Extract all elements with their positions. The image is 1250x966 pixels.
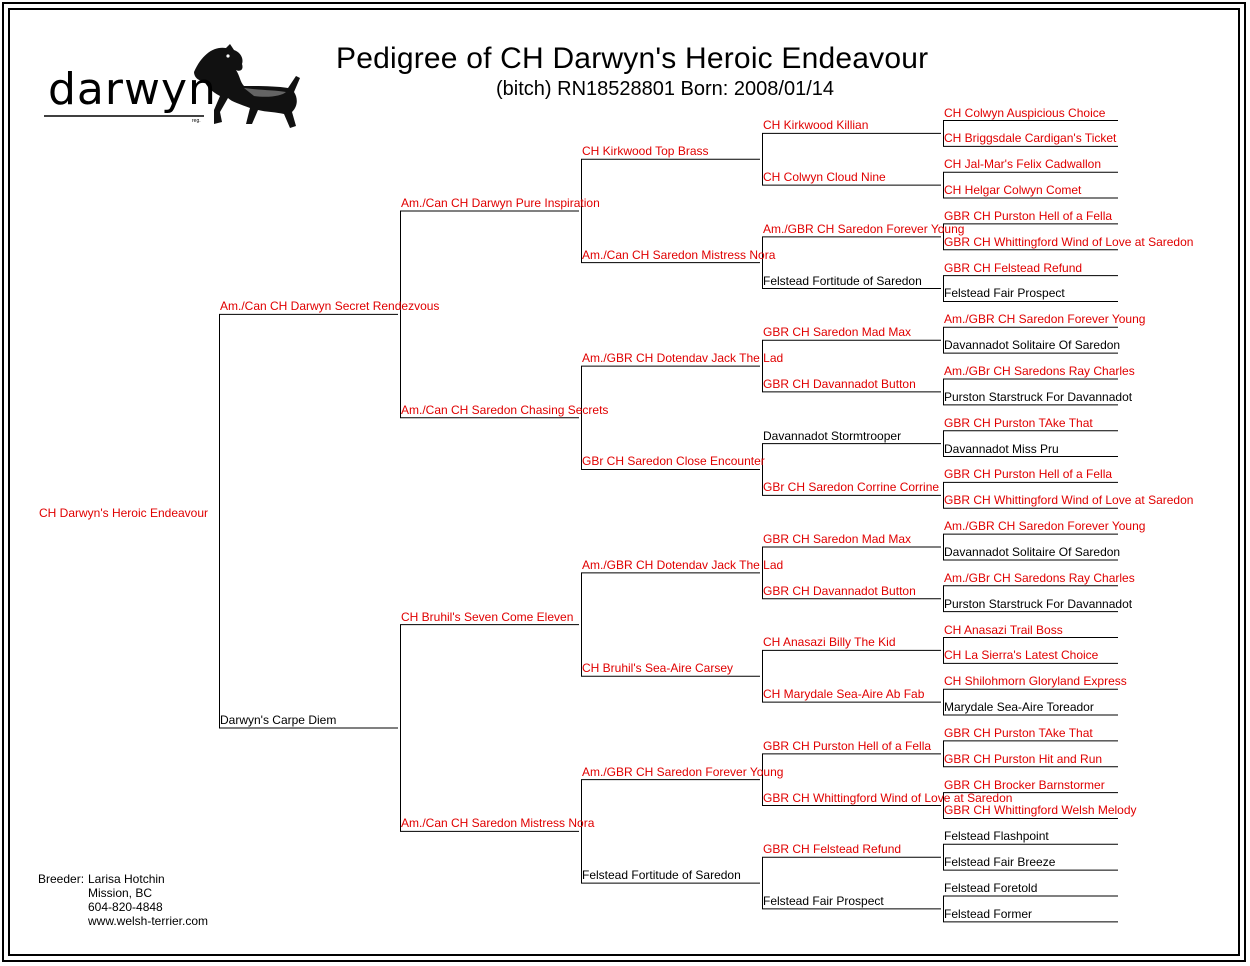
pedigree-name-gen4: GBR CH Felstead Refund [763,842,902,857]
pedigree-name-gen4: Davannadot Stormtrooper [763,428,902,443]
pedigree-name-gen5: Marydale Sea-Aire Toreador [944,700,1094,715]
pedigree-name-gen5: CH Colwyn Auspicious Choice [944,105,1106,120]
pedigree-name-gen4: Felstead Fair Prospect [763,893,884,908]
pedigree-name-gen4: GBr CH Saredon Corrine Corrine [763,480,940,495]
breeder-city: Mission, BC [88,886,153,900]
pedigree-name-gen0: CH Darwyn's Heroic Endeavour [39,506,209,521]
logo-wordmark: darwyn [48,64,217,115]
pedigree-name-gen3: Am./GBR CH Dotendav Jack The Lad [582,351,784,366]
pedigree-name-gen4: Am./GBR CH Saredon Forever Young [763,221,965,236]
pedigree-name-gen3: GBr CH Saredon Close Encounter [582,454,765,469]
pedigree-name-gen4: CH Kirkwood Killian [763,118,869,133]
pedigree-name-gen5: Am./GBR CH Saredon Forever Young [944,519,1146,534]
pedigree-name-gen1: Am./Can CH Darwyn Secret Rendezvous [220,299,440,314]
pedigree-name-gen3: Felstead Fortitude of Saredon [582,868,741,883]
pedigree-name-gen3: CH Bruhil's Sea-Aire Carsey [582,661,734,676]
pedigree-name-gen3: Am./GBR CH Saredon Forever Young [582,764,784,779]
pedigree-name-gen3: Am./GBR CH Dotendav Jack The Lad [582,557,784,572]
breeder-phone: 604-820-4848 [88,900,163,914]
page-subtitle: (bitch) RN18528801 Born: 2008/01/14 [496,78,835,100]
pedigree-name-gen3: Am./Can CH Saredon Mistress Nora [582,247,776,262]
pedigree-name-gen4: GBR CH Davannadot Button [763,583,916,598]
pedigree-name-gen5: CH La Sierra's Latest Choice [944,648,1099,663]
pedigree-name-gen3: CH Kirkwood Top Brass [582,144,709,159]
pedigree-name-gen4: CH Anasazi Billy The Kid [763,635,896,650]
pedigree-name-gen5: Am./GBr CH Saredons Ray Charles [944,570,1135,585]
pedigree-name-gen2: Am./Can CH Saredon Chasing Secrets [401,402,609,417]
pedigree-name-gen4: Felstead Fortitude of Saredon [763,273,922,288]
pedigree-name-gen4: GBR CH Saredon Mad Max [763,532,912,547]
pedigree-name-gen1: Darwyn's Carpe Diem [220,712,337,727]
pedigree-name-gen5: Davannadot Solitaire Of Saredon [944,544,1121,559]
pedigree-name-gen5: Am./GBR CH Saredon Forever Young [944,312,1146,327]
pedigree-name-gen5: Felstead Foretold [944,881,1038,895]
breeder-website: www.welsh-terrier.com [88,914,209,928]
pedigree-name-gen5: GBR CH Purston Hit and Run [944,751,1103,766]
pedigree-name-gen5: Felstead Flashpoint [944,829,1049,844]
pedigree-name-gen5: GBR CH Whittingford Wind of Love at Saredon [944,493,1194,508]
pedigree-name-gen2: Am./Can CH Darwyn Pure Inspiration [401,195,600,210]
pedigree-name-gen5: Purston Starstruck For Davannadot [944,389,1133,404]
breeder-label: Breeder: [38,872,85,886]
pedigree-name-gen4: GBR CH Purston Hell of a Fella [763,738,932,753]
pedigree-name-gen5: GBR CH Felstead Refund [944,260,1083,275]
pedigree-name-gen2: Am./Can CH Saredon Mistress Nora [401,816,595,831]
pedigree-name-gen5: Davannadot Solitaire Of Saredon [944,338,1121,353]
pedigree-name-gen5: Felstead Former [944,906,1033,921]
pedigree-name-gen5: CH Helgar Colwyn Comet [944,183,1082,198]
pedigree-name-gen4: CH Marydale Sea-Aire Ab Fab [763,687,925,702]
pedigree-name-gen5: GBR CH Purston Hell of a Fella [944,208,1113,223]
pedigree-name-gen5: CH Briggsdale Cardigan's Ticket [944,131,1117,146]
pedigree-name-gen5: CH Anasazi Trail Boss [944,622,1063,637]
pedigree-name-gen5: GBR CH Whittingford Welsh Melody [944,803,1137,818]
pedigree-name-gen5: CH Shilohmorn Gloryland Express [944,674,1127,689]
pedigree-name-gen4: GBR CH Davannadot Button [763,376,916,391]
pedigree-name-gen5: Am./GBr CH Saredons Ray Charles [944,364,1135,378]
pedigree-name-gen5: GBR CH Purston TAke That [944,415,1093,430]
breeder-name: Larisa Hotchin [88,872,165,886]
pedigree-name-gen5: GBR CH Whittingford Wind of Love at Saredon [944,234,1194,249]
pedigree-name-gen5: Felstead Fair Prospect [944,286,1065,301]
logo-reg-mark: reg. [192,118,201,124]
pedigree-name-gen2: CH Bruhil's Seven Come Eleven [401,609,574,624]
pedigree-name-gen4: GBR CH Saredon Mad Max [763,325,912,340]
pedigree-name-gen5: Felstead Fair Breeze [944,855,1056,870]
page-title: Pedigree of CH Darwyn's Heroic Endeavour [336,42,929,75]
pedigree-name-gen5: Davannadot Miss Pru [944,441,1059,456]
pedigree-name-gen4: CH Colwyn Cloud Nine [763,170,886,185]
pedigree-name-gen5: Purston Starstruck For Davannadot [944,596,1133,611]
pedigree-name-gen5: GBR CH Brocker Barnstormer [944,777,1105,792]
pedigree-name-gen5: GBR CH Purston TAke That [944,725,1093,740]
pedigree-name-gen5: CH Jal-Mar's Felix Cadwallon [944,157,1101,172]
pedigree-name-gen5: GBR CH Purston Hell of a Fella [944,467,1113,482]
pedigree-name-gen4: GBR CH Whittingford Wind of Love at Saredon [763,790,1013,805]
